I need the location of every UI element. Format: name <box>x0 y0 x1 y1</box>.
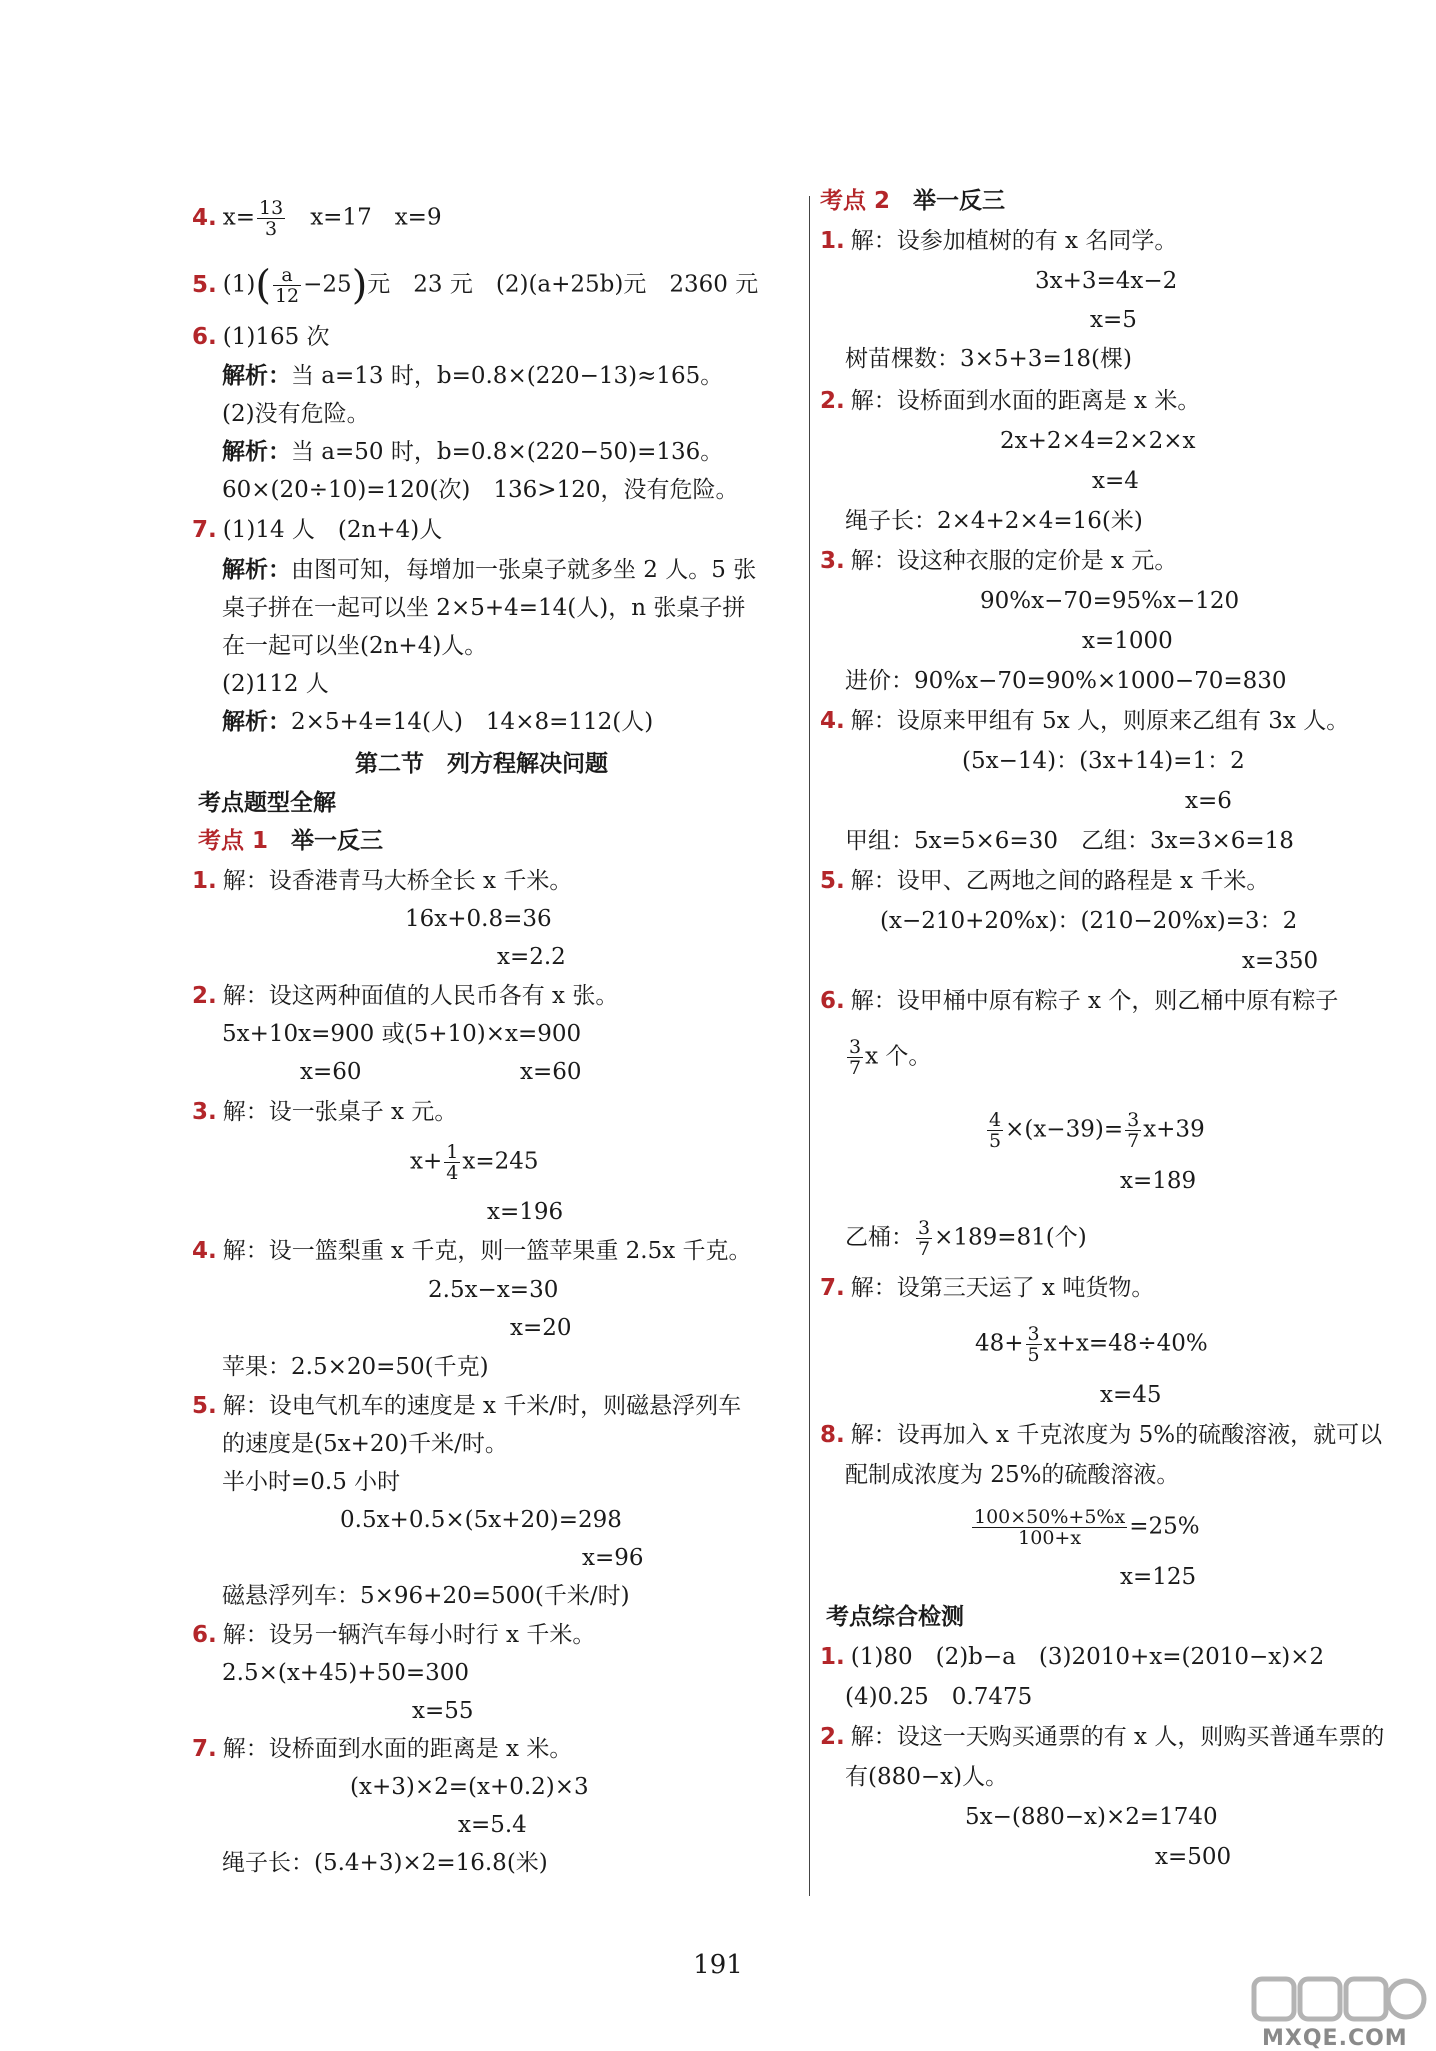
result: 乙桶： $\frac{3}{7}$ ×189=81(个) <box>845 1217 1087 1260</box>
text-line: (2)112 人 <box>222 671 329 697</box>
solution: x=196 <box>487 1199 564 1225</box>
kaodian-2-header: 考点 2 举一反三 <box>820 188 1006 214</box>
result: 甲组：5x=5×6=30 乙组：3x=3×6=18 <box>845 828 1294 854</box>
analysis-line: 解析：由图可知，每增加一张桌子就多坐 2 人。5 张 <box>222 556 757 583</box>
equation: 5x−(880−x)×2=1740 <box>965 1804 1218 1830</box>
question-4: 4. x= $\frac{13}{3}$ x=17 x=9 <box>192 197 442 240</box>
fraction: $\frac{a}{12}$ <box>274 264 300 307</box>
fraction: $\frac{3}{7}$ <box>1127 1109 1140 1152</box>
analysis-line: 解析：当 a=50 时，b=0.8×(220−50)=136。 <box>222 438 724 465</box>
right-problem-4: 4. 解：设原来甲组有 5x 人，则原来乙组有 3x 人。 <box>820 708 1350 734</box>
subhead: 考点题型全解 <box>198 790 336 816</box>
text-line: 半小时=0.5 小时 <box>222 1469 401 1495</box>
problem-5: 5. 解：设电气机车的速度是 x 千米/时，则磁悬浮列车 <box>192 1393 742 1419</box>
fraction: $\frac{100\times 50\%+5\%x}{100+x}$ <box>974 1506 1126 1549</box>
equation: $\frac{100\times 50\%+5\%x}{100+x}$ =25% <box>974 1506 1200 1549</box>
solution: x=189 <box>1120 1168 1197 1194</box>
equation: 2.5x−x=30 <box>428 1277 559 1303</box>
equation: 2.5×(x+45)+50=300 <box>222 1660 470 1686</box>
question-7: 7. (1)14 人 (2n+4)人 <box>192 517 443 543</box>
fraction: $\frac{1}{4}$ <box>446 1141 459 1184</box>
right-problem-2: 2. 解：设桥面到水面的距离是 x 米。 <box>820 388 1201 414</box>
solution: x=6 <box>1185 788 1232 814</box>
text-line: 桌子拼在一起可以坐 2×5+4=14(人)，n 张桌子拼 <box>222 595 746 621</box>
equation: 16x+0.8=36 <box>405 906 552 932</box>
fraction: $\frac{3}{7}$ <box>918 1217 931 1260</box>
text-line: 的速度是(5x+20)千米/时。 <box>222 1431 508 1457</box>
text-line: 60×(20÷10)=120(次) 136>120，没有危险。 <box>222 477 739 503</box>
text-line: $\frac{3}{7}$ x 个。 <box>849 1036 932 1079</box>
result: 绳子长：2×4+2×4=16(米) <box>845 508 1143 534</box>
result: 绳子长：(5.4+3)×2=16.8(米) <box>222 1850 548 1876</box>
solution: x=55 <box>412 1698 474 1724</box>
solution: x=5 <box>1090 307 1137 333</box>
right-problem-8: 8. 解：设再加入 x 千克浓度为 5%的硫酸溶液，就可以 <box>820 1422 1383 1448</box>
result: 苹果：2.5×20=50(千克) <box>222 1354 489 1380</box>
check-1: 1. (1)80 (2)b−a (3)2010+x=(2010−x)×2 <box>820 1644 1325 1670</box>
equation: 48+ $\frac{3}{5}$ x+x=48÷40% <box>975 1323 1208 1366</box>
question-5: 5. (1)( $\frac{a}{12}$ −25)元 23 元 (2)(a+25b)元 2360 元 <box>192 262 759 309</box>
problem-2: 2. 解：设这两种面值的人民币各有 x 张。 <box>192 983 619 1009</box>
equation: 90%x−70=95%x−120 <box>980 588 1240 614</box>
text-line: (2)没有危险。 <box>222 401 370 427</box>
equation: (x+3)×2=(x+0.2)×3 <box>350 1774 589 1800</box>
solution: x=45 <box>1100 1382 1162 1408</box>
result: 树苗棵数：3×5+3=18(棵) <box>845 346 1132 372</box>
text-line: 配制成浓度为 25%的硫酸溶液。 <box>845 1462 1180 1488</box>
subhead: 考点综合检测 <box>826 1604 964 1630</box>
solution: x=500 <box>1155 1844 1232 1870</box>
analysis-line: 解析：2×5+4=14(人) 14×8=112(人) <box>222 708 654 735</box>
problem-1: 1. 解：设香港青马大桥全长 x 千米。 <box>192 868 573 894</box>
solution: x=60 <box>520 1059 582 1085</box>
equation: (x−210+20%x)：(210−20%x)=3：2 <box>880 908 1298 934</box>
solution: x=4 <box>1092 468 1139 494</box>
solution: x=350 <box>1242 948 1319 974</box>
problem-3: 3. 解：设一张桌子 x 元。 <box>192 1099 458 1125</box>
right-problem-3: 3. 解：设这种衣服的定价是 x 元。 <box>820 548 1178 574</box>
check-2: 2. 解：设这一天购买通票的有 x 人，则购买普通车票的 <box>820 1724 1385 1750</box>
analysis-line: 解析：当 a=13 时，b=0.8×(220−13)≈165。 <box>222 362 724 389</box>
fraction: $\frac{13}{3}$ <box>259 197 284 240</box>
problem-7: 7. 解：设桥面到水面的距离是 x 米。 <box>192 1736 573 1762</box>
kaodian-1-header: 考点 1 举一反三 <box>198 828 384 854</box>
fraction: $\frac{4}{5}$ <box>989 1109 1002 1152</box>
equation: (5x−14)：(3x+14)=1：2 <box>962 748 1245 774</box>
right-problem-7: 7. 解：设第三天运了 x 吨货物。 <box>820 1275 1155 1301</box>
section-title: 第二节 列方程解决问题 <box>355 751 608 777</box>
equation: 0.5x+0.5×(5x+20)=298 <box>340 1507 622 1533</box>
solution: x=125 <box>1120 1564 1197 1590</box>
text-line: 有(880−x)人。 <box>845 1764 1009 1790</box>
solution: x=1000 <box>1082 628 1173 654</box>
column-divider <box>809 196 810 1896</box>
result: 进价：90%x−70=90%×1000−70=830 <box>845 668 1287 694</box>
solution: x=20 <box>510 1315 572 1341</box>
equation: 3x+3=4x−2 <box>1035 268 1178 294</box>
right-problem-5: 5. 解：设甲、乙两地之间的路程是 x 千米。 <box>820 868 1270 894</box>
fraction: $\frac{3}{7}$ <box>849 1036 862 1079</box>
right-problem-6: 6. 解：设甲桶中原有粽子 x 个，则乙桶中原有粽子 <box>820 988 1339 1014</box>
solution: x=96 <box>582 1545 644 1571</box>
text-line: (4)0.25 0.7475 <box>845 1684 1033 1710</box>
solution: x=5.4 <box>458 1812 527 1838</box>
right-problem-1: 1. 解：设参加植树的有 x 名同学。 <box>820 228 1178 254</box>
fraction: $\frac{3}{5}$ <box>1027 1323 1040 1366</box>
solution: x=60 <box>300 1059 362 1085</box>
equation: x+ $\frac{1}{4}$ x=245 <box>410 1141 539 1184</box>
problem-6: 6. 解：设另一辆汽车每小时行 x 千米。 <box>192 1622 596 1648</box>
question-6: 6. (1)165 次 <box>192 324 330 350</box>
problem-4: 4. 解：设一篮梨重 x 千克，则一篮苹果重 2.5x 千克。 <box>192 1238 752 1264</box>
equation: 5x+10x=900 或(5+10)×x=900 <box>222 1021 582 1047</box>
text-line: 在一起可以坐(2n+4)人。 <box>222 633 488 659</box>
solution: x=2.2 <box>497 944 566 970</box>
page-number: 191 <box>693 1950 743 1980</box>
watermark-site: MXQE.COM <box>1262 2026 1408 2051</box>
result: 磁悬浮列车：5×96+20=500(千米/时) <box>222 1583 630 1609</box>
equation: $\frac{4}{5}$ ×(x−39)= $\frac{3}{7}$ x+39 <box>989 1109 1205 1152</box>
equation: 2x+2×4=2×2×x <box>1000 428 1196 454</box>
